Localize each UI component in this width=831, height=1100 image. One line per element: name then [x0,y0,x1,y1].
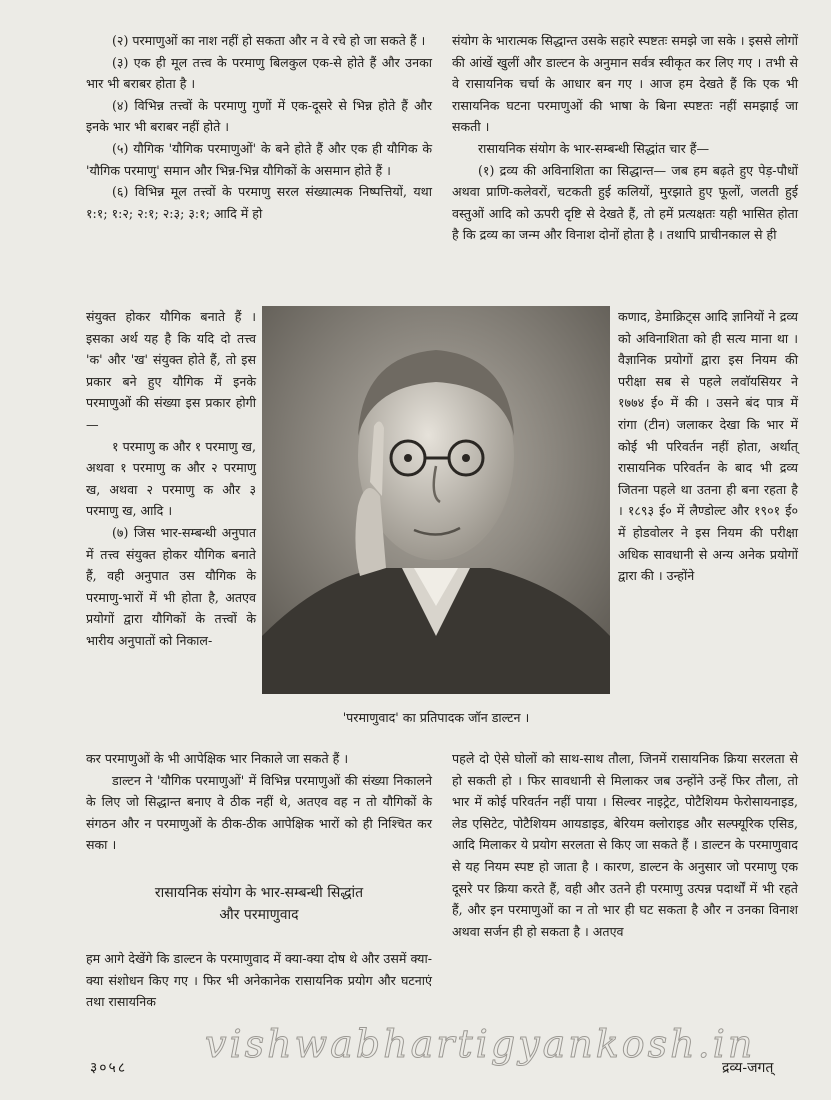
paragraph: संयुक्त होकर यौगिक बनाते हैं । इसका अर्थ यह है कि यदि दो तत्त्व 'क' और 'ख' संयुक्त होते हैं, तो इस प्रकार बने हुए यौगिक में इनके परमाणुओं की संख्या इस प्रकार होगी— [86,309,256,432]
right-column-beside-portrait [618,306,798,587]
left-column-top [86,30,432,224]
paragraph: कर परमाणुओं के भी आपेक्षिक भार निकाले जा सकते हैं । [86,751,349,766]
watermark-logo: vishwabhartigyankosh.in [205,1022,756,1066]
dalton-portrait-image [262,306,610,694]
paragraph: संयोग के भारात्मक सिद्धान्त उसके सहारे स्पष्टतः समझे जा सके । इससे लोगों की आंखें खुलीं और डाल्टन के अनुमान सर्वत्र स्वीकृत कर लिए गए । तभी से वे रासायनिक चर्चा के आधार बन गए । आज हम देखते हैं कि एक भी रासायनिक घटना परमाणुओं की भाषा के बिना स्पष्टतः नहीं समझाई जा सकती । [452,33,798,135]
paragraph: (३) एक ही मूल तत्त्व के परमाणु बिलकुल एक-से होते हैं और उनका भार भी बराबर होता है । [86,54,432,92]
paragraph: (२) परमाणुओं का नाश नहीं हो सकता और न वे रचे हो जा सकते हैं । [112,33,426,48]
section-heading [86,882,432,926]
section-heading-line: रासायनिक संयोग के भार-सम्बन्धी सिद्धांत [154,885,364,901]
paragraph: (१) द्रव्य की अविनाशिता का सिद्धान्त— जब हम बढ़ते हुए पेड़-पौधों अथवा प्राणि-कलेवरों, चटकती हुई कलियों, मुरझाते हुए फूलों, जलती हुई वस्तुओं आदि को ऊपरी दृष्टि से देखते हैं, तो हमें प्रत्यक्षतः यही भासित होता है कि द्रव्य का जन्म और विनाश दोनों होता है । तथापि प्राचीनकाल से ही [452,162,798,243]
paragraph: पहले दो ऐसे घोलों को साथ-साथ तौला, जिनमें रासायनिक क्रिया सरलता से हो सकती हो । फिर सावधानी से मिलाकर जब उन्होंने उन्हें फिर तौला, तो भार में कोई परिवर्तन नहीं पाया । सिल्वर नाइट्रेट, पोटैशियम फेरोसायनाइड, लेड एसिटेट, पोटैशियम आयडाइड, बेरियम क्लोराइड और सल्फ्यूरिक एसिड, आदि मिलाकर ये प्रयोग सरलता से किए जा सकते हैं । डाल्टन के परमाणुवाद से यह नियम स्पष्ट हो जाता है । कारण, डाल्टन के अनुसार जो परमाणु एक दूसरे पर क्रिया करते हैं, वही और उतने ही परमाणु उत्पन्न पदार्थों में भी रहते हैं, और इन परमाणुओं का न तो भार ही घट सकता है और न उनका विनाश अथवा सर्जन ही हो सकता है । अतएव [452,751,798,939]
paragraph: कणाद, डेमाक्रिट्स आदि ज्ञानियों ने द्रव्य को अविनाशिता को ही सत्य माना था । वैज्ञानिक प्रयोगों द्वारा इस नियम की परीक्षा सब से पहले लवाॅयसियर ने १७७४ ई० में की । उसने बंद पात्र में रांगा (टीन) जलाकर देखा कि भार में कोई भी परिवर्तन नहीं होता, अर्थात् रासायनिक परिवर्तन के बाद भी द्रव्य जितना पहले था उतना ही बना रहता है । १८९३ ई० में लैण्डोल्ट और १९०१ ई० में होडवोलर ने इस नियम की परीक्षा अधिक सावधानी से अन्य अनेक प्रयोगों द्वारा की । उन्होंने [618,309,798,584]
running-title: द्रव्य-जगत् [722,1060,774,1076]
paragraph: (४) विभिन्न तत्त्वों के परमाणु गुणों में एक-दूसरे से भिन्न होते हैं और इनके भार भी बराबर नहीं होते । [86,97,432,135]
right-column-top [452,30,798,246]
section-heading-line: और परमाणुवाद [219,907,299,923]
left-column-end [86,948,432,1013]
left-column-bottom [86,748,432,856]
portrait-caption: 'परमाणुवाद' का प्रतिपादक जॉन डाल्टन । [342,710,530,725]
left-column-beside-portrait [86,306,256,652]
page-number: ३०५८ [90,1060,128,1076]
paragraph: (७) जिस भार-सम्बन्धी अनुपात में तत्त्व संयुक्त होकर यौगिक बनाते हैं, वही अनुपात उस यौगिक के परमाणु-भारों में भी होता है, अतएव प्रयोगों द्वारा यौगिकों के तत्त्वों के भारीय अनुपातों को निकाल- [86,524,256,648]
paragraph: (६) विभिन्न मूल तत्त्वों के परमाणु सरल संख्यात्मक निष्पत्तियों, यथा १:१; १:२; २:१; २:३; ३:१; आदि में हो [86,184,432,221]
right-column-bottom [452,748,798,942]
paragraph: डाल्टन ने 'यौगिक परमाणुओं' में विभिन्न परमाणुओं की संख्या निकालने के लिए जो सिद्धान्त बनाए वे ठीक नहीं थे, अतएव वह न तो यौगिकों के संगठन और न परमाणुओं के ठीक-ठीक आपेक्षिक भारों को ही निश्चित कर सका । [86,772,432,853]
paragraph: (५) यौगिक 'यौगिक परमाणुओं' के बने होते हैं और एक ही यौगिक के 'यौगिक परमाणु' समान और भिन्न-भिन्न यौगिकों के असमान होते हैं । [86,140,432,178]
paragraph: रासायनिक संयोग के भार-सम्बन्धी सिद्धांत चार हैं— [478,140,710,156]
paragraph: १ परमाणु क और १ परमाणु ख, अथवा १ परमाणु क और २ परमाणु ख, अथवा २ परमाणु क और ३ परमाणु ख, आदि । [86,438,256,519]
paragraph: हम आगे देखेंगे कि डाल्टन के परमाणुवाद में क्या-क्या दोष थे और उसमें क्या-क्या संशोधन किए गए । फिर भी अनेकानेक रासायनिक प्रयोग और घटनाएं तथा रासायनिक [86,951,432,1010]
